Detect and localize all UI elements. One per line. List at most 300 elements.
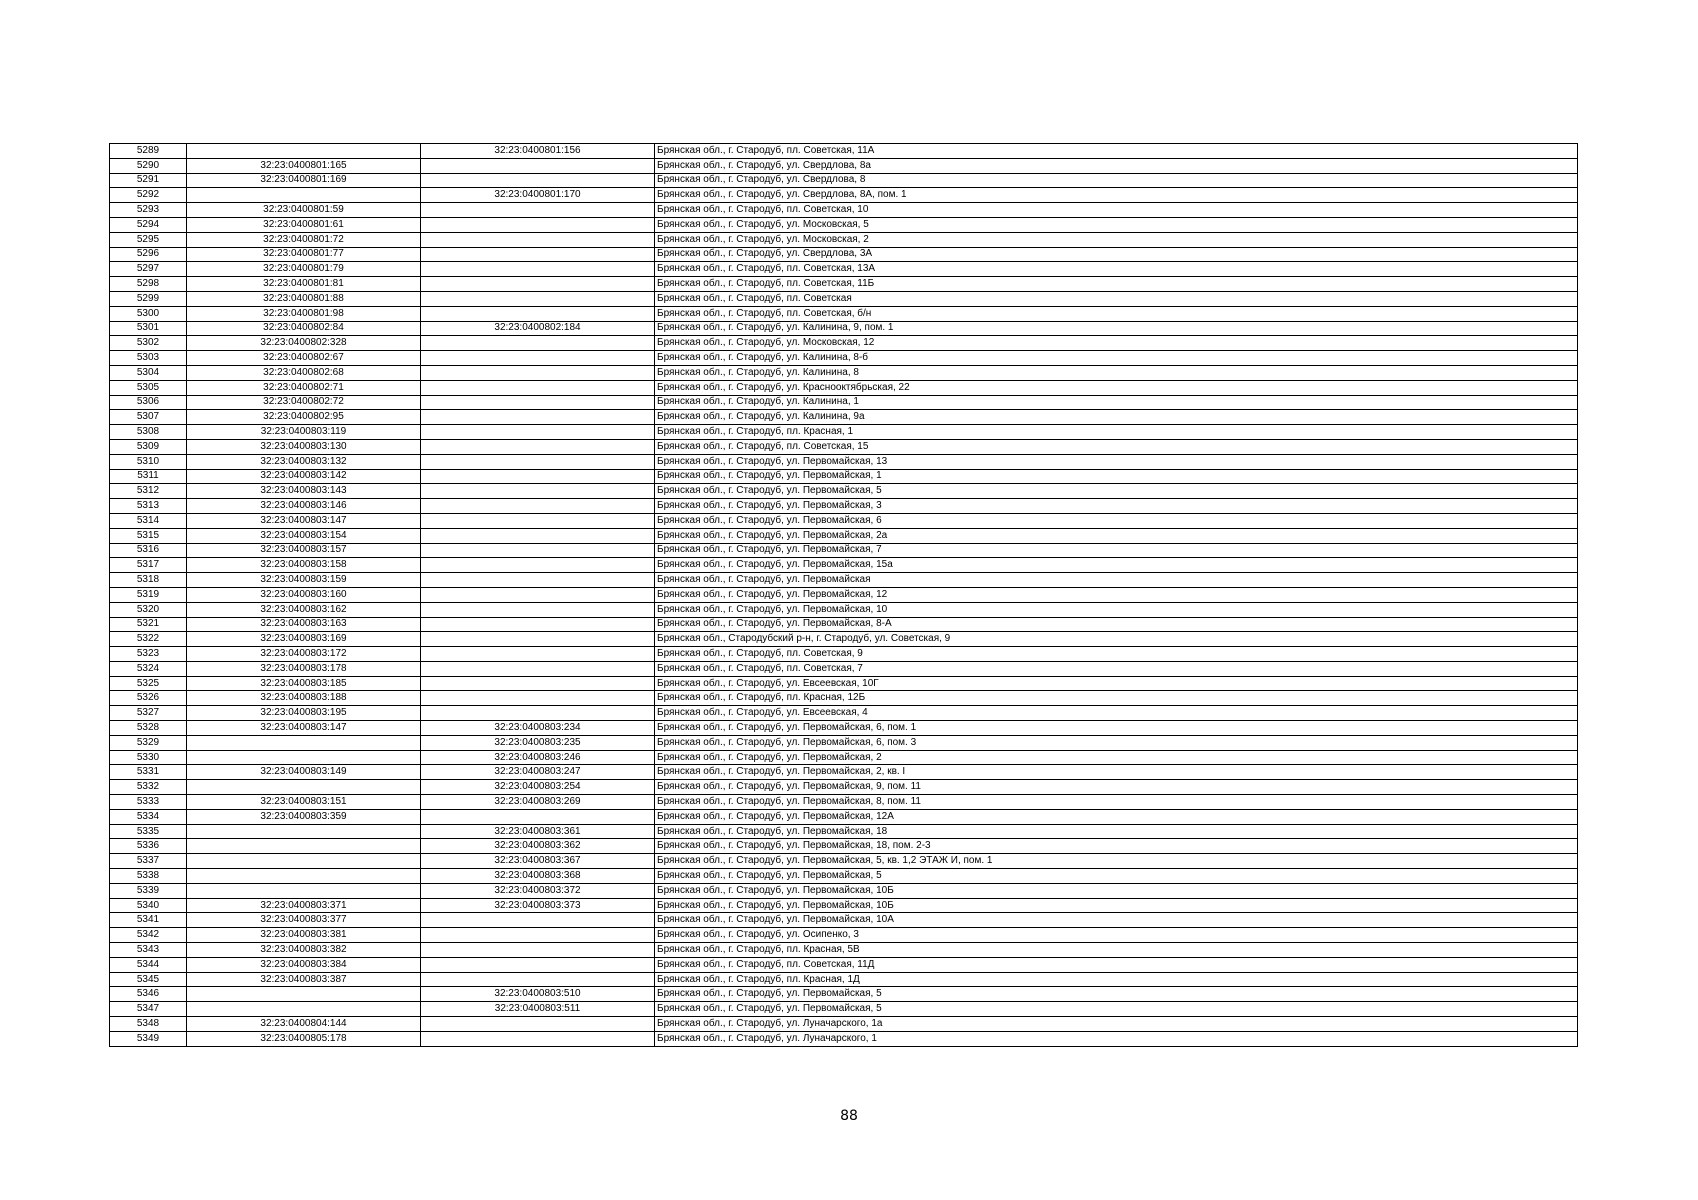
cadastral-number-cell: 32:23:0400803:359 xyxy=(187,809,421,824)
address-cell: Брянская обл., г. Стародуб, ул. Первомайская, 5 xyxy=(655,1002,1578,1017)
cadastral-number-cell: 32:23:0400803:387 xyxy=(187,972,421,987)
cadastral-number-cell: 32:23:0400803:132 xyxy=(187,454,421,469)
row-number-cell: 5316 xyxy=(110,543,187,558)
row-number-cell: 5331 xyxy=(110,765,187,780)
table-row xyxy=(110,1002,1578,1017)
cadastral-number-cell xyxy=(187,824,421,839)
address-cell: Брянская обл., г. Стародуб, ул. Первомайская, 1 xyxy=(655,469,1578,484)
row-number-cell: 5340 xyxy=(110,898,187,913)
address-cell: Брянская обл., г. Стародуб, ул. Осипенко, 3 xyxy=(655,928,1578,943)
cadastral-number-cell: 32:23:0400804:144 xyxy=(187,1017,421,1032)
address-cell: Брянская обл., г. Стародуб, ул. Первомайская, 6, пом. 1 xyxy=(655,721,1578,736)
address-cell: Брянская обл., г. Стародуб, ул. Первомайская, 18, пом. 2-3 xyxy=(655,839,1578,854)
premises-cadastral-number-cell xyxy=(421,247,655,262)
row-number-cell: 5290 xyxy=(110,158,187,173)
premises-cadastral-number-cell xyxy=(421,543,655,558)
premises-cadastral-number-cell xyxy=(421,484,655,499)
cadastral-number-cell: 32:23:0400802:328 xyxy=(187,336,421,351)
address-cell: Брянская обл., г. Стародуб, пл. Советская, б/н xyxy=(655,306,1578,321)
address-cell: Брянская обл., г. Стародуб, ул. Первомайская, 15а xyxy=(655,558,1578,573)
table-row xyxy=(110,291,1578,306)
table-row xyxy=(110,632,1578,647)
table-row xyxy=(110,528,1578,543)
premises-cadastral-number-cell xyxy=(421,395,655,410)
row-number-cell: 5330 xyxy=(110,750,187,765)
premises-cadastral-number-cell: 32:23:0400803:511 xyxy=(421,1002,655,1017)
row-number-cell: 5337 xyxy=(110,854,187,869)
address-cell: Брянская обл., г. Стародуб, ул. Луначарского, 1 xyxy=(655,1031,1578,1046)
premises-cadastral-number-cell xyxy=(421,365,655,380)
table-row xyxy=(110,883,1578,898)
cadastral-number-cell: 32:23:0400803:178 xyxy=(187,661,421,676)
table-row xyxy=(110,809,1578,824)
cadastral-number-cell: 32:23:0400802:72 xyxy=(187,395,421,410)
premises-cadastral-number-cell xyxy=(421,158,655,173)
row-number-cell: 5347 xyxy=(110,1002,187,1017)
row-number-cell: 5297 xyxy=(110,262,187,277)
cadastral-number-cell: 32:23:0400803:172 xyxy=(187,647,421,662)
address-cell: Брянская обл., г. Стародуб, ул. Первомайская, 2а xyxy=(655,528,1578,543)
row-number-cell: 5292 xyxy=(110,188,187,203)
table-row xyxy=(110,617,1578,632)
row-number-cell: 5294 xyxy=(110,217,187,232)
table-row xyxy=(110,158,1578,173)
row-number-cell: 5305 xyxy=(110,380,187,395)
table-row xyxy=(110,824,1578,839)
table-row xyxy=(110,380,1578,395)
table-row xyxy=(110,1031,1578,1046)
cadastral-number-cell: 32:23:0400801:169 xyxy=(187,173,421,188)
cadastral-number-cell: 32:23:0400803:151 xyxy=(187,795,421,810)
table-row xyxy=(110,869,1578,884)
table-row xyxy=(110,144,1578,159)
premises-cadastral-number-cell xyxy=(421,380,655,395)
cadastral-number-cell: 32:23:0400803:381 xyxy=(187,928,421,943)
row-number-cell: 5343 xyxy=(110,943,187,958)
row-number-cell: 5346 xyxy=(110,987,187,1002)
address-cell: Брянская обл., г. Стародуб, ул. Калинина, 8-б xyxy=(655,351,1578,366)
premises-cadastral-number-cell xyxy=(421,558,655,573)
row-number-cell: 5333 xyxy=(110,795,187,810)
premises-cadastral-number-cell xyxy=(421,203,655,218)
address-cell: Брянская обл., г. Стародуб, ул. Первомайская, 7 xyxy=(655,543,1578,558)
address-cell: Брянская обл., г. Стародуб, пл. Советская, 11А xyxy=(655,144,1578,159)
address-cell: Брянская обл., г. Стародуб, ул. Первомайская, 5 xyxy=(655,484,1578,499)
premises-cadastral-number-cell xyxy=(421,706,655,721)
row-number-cell: 5306 xyxy=(110,395,187,410)
premises-cadastral-number-cell xyxy=(421,425,655,440)
table-row xyxy=(110,410,1578,425)
cadastral-number-cell: 32:23:0400803:146 xyxy=(187,499,421,514)
address-cell: Брянская обл., г. Стародуб, пл. Советская xyxy=(655,291,1578,306)
table-row xyxy=(110,336,1578,351)
row-number-cell: 5320 xyxy=(110,602,187,617)
table-row xyxy=(110,513,1578,528)
premises-cadastral-number-cell xyxy=(421,676,655,691)
premises-cadastral-number-cell: 32:23:0400801:170 xyxy=(421,188,655,203)
table-row xyxy=(110,928,1578,943)
cadastral-number-cell: 32:23:0400802:71 xyxy=(187,380,421,395)
row-number-cell: 5308 xyxy=(110,425,187,440)
table-row xyxy=(110,188,1578,203)
cadastral-number-cell xyxy=(187,780,421,795)
premises-cadastral-number-cell xyxy=(421,661,655,676)
premises-cadastral-number-cell xyxy=(421,587,655,602)
premises-cadastral-number-cell xyxy=(421,528,655,543)
cadastral-number-cell: 32:23:0400803:195 xyxy=(187,706,421,721)
premises-cadastral-number-cell xyxy=(421,217,655,232)
table-row xyxy=(110,691,1578,706)
table-row xyxy=(110,647,1578,662)
table-row xyxy=(110,839,1578,854)
address-cell: Брянская обл., г. Стародуб, ул. Краснооктябрьская, 22 xyxy=(655,380,1578,395)
row-number-cell: 5335 xyxy=(110,824,187,839)
address-cell: Брянская обл., Стародубский р-н, г. Стародуб, ул. Советская, 9 xyxy=(655,632,1578,647)
page-number: 88 xyxy=(840,1108,858,1124)
row-number-cell: 5304 xyxy=(110,365,187,380)
cadastral-number-cell: 32:23:0400802:95 xyxy=(187,410,421,425)
cadastral-number-cell: 32:23:0400803:158 xyxy=(187,558,421,573)
address-cell: Брянская обл., г. Стародуб, ул. Первомайская, 5, кв. 1,2 ЭТАЖ И, пом. 1 xyxy=(655,854,1578,869)
address-cell: Брянская обл., г. Стародуб, ул. Первомайская, 10А xyxy=(655,913,1578,928)
row-number-cell: 5307 xyxy=(110,410,187,425)
table-row xyxy=(110,972,1578,987)
table-row xyxy=(110,484,1578,499)
row-number-cell: 5295 xyxy=(110,232,187,247)
premises-cadastral-number-cell xyxy=(421,972,655,987)
premises-cadastral-number-cell: 32:23:0400803:510 xyxy=(421,987,655,1002)
premises-cadastral-number-cell: 32:23:0400803:246 xyxy=(421,750,655,765)
address-cell: Брянская обл., г. Стародуб, ул. Московская, 12 xyxy=(655,336,1578,351)
row-number-cell: 5298 xyxy=(110,277,187,292)
row-number-cell: 5296 xyxy=(110,247,187,262)
row-number-cell: 5338 xyxy=(110,869,187,884)
row-number-cell: 5326 xyxy=(110,691,187,706)
premises-cadastral-number-cell xyxy=(421,351,655,366)
table-row xyxy=(110,321,1578,336)
premises-cadastral-number-cell: 32:23:0400803:373 xyxy=(421,898,655,913)
address-cell: Брянская обл., г. Стародуб, пл. Советская, 11Б xyxy=(655,277,1578,292)
table-row xyxy=(110,454,1578,469)
table-row xyxy=(110,573,1578,588)
cadastral-number-cell xyxy=(187,735,421,750)
row-number-cell: 5348 xyxy=(110,1017,187,1032)
address-cell: Брянская обл., г. Стародуб, ул. Первомайская, 6, пом. 3 xyxy=(655,735,1578,750)
premises-cadastral-number-cell xyxy=(421,513,655,528)
row-number-cell: 5336 xyxy=(110,839,187,854)
address-cell: Брянская обл., г. Стародуб, ул. Московская, 2 xyxy=(655,232,1578,247)
address-cell: Брянская обл., г. Стародуб, ул. Калинина, 8 xyxy=(655,365,1578,380)
row-number-cell: 5315 xyxy=(110,528,187,543)
cadastral-number-cell: 32:23:0400801:59 xyxy=(187,203,421,218)
cadastral-number-cell: 32:23:0400803:147 xyxy=(187,721,421,736)
cadastral-number-cell xyxy=(187,987,421,1002)
address-cell: Брянская обл., г. Стародуб, ул. Свердлова, 8 xyxy=(655,173,1578,188)
premises-cadastral-number-cell xyxy=(421,410,655,425)
table-row xyxy=(110,247,1578,262)
address-cell: Брянская обл., г. Стародуб, ул. Евсеевская, 10Г xyxy=(655,676,1578,691)
table-row xyxy=(110,365,1578,380)
row-number-cell: 5327 xyxy=(110,706,187,721)
address-cell: Брянская обл., г. Стародуб, ул. Евсеевская, 4 xyxy=(655,706,1578,721)
address-cell: Брянская обл., г. Стародуб, ул. Первомайская, 8, пом. 11 xyxy=(655,795,1578,810)
table-row xyxy=(110,957,1578,972)
cadastral-number-cell: 32:23:0400803:149 xyxy=(187,765,421,780)
premises-cadastral-number-cell: 32:23:0400803:361 xyxy=(421,824,655,839)
table-row xyxy=(110,232,1578,247)
premises-cadastral-number-cell: 32:23:0400803:235 xyxy=(421,735,655,750)
premises-cadastral-number-cell xyxy=(421,1031,655,1046)
premises-cadastral-number-cell: 32:23:0400803:367 xyxy=(421,854,655,869)
premises-cadastral-number-cell xyxy=(421,291,655,306)
address-cell: Брянская обл., г. Стародуб, пл. Советская, 10 xyxy=(655,203,1578,218)
cadastral-number-cell: 32:23:0400803:377 xyxy=(187,913,421,928)
address-cell: Брянская обл., г. Стародуб, ул. Калинина, 9а xyxy=(655,410,1578,425)
table-row xyxy=(110,676,1578,691)
cadastral-number-cell: 32:23:0400801:81 xyxy=(187,277,421,292)
table-row xyxy=(110,217,1578,232)
premises-cadastral-number-cell xyxy=(421,262,655,277)
row-number-cell: 5302 xyxy=(110,336,187,351)
premises-cadastral-number-cell xyxy=(421,943,655,958)
registry-table xyxy=(109,143,1578,1047)
address-cell: Брянская обл., г. Стародуб, ул. Луначарского, 1а xyxy=(655,1017,1578,1032)
premises-cadastral-number-cell: 32:23:0400803:254 xyxy=(421,780,655,795)
table-row xyxy=(110,203,1578,218)
cadastral-number-cell: 32:23:0400801:72 xyxy=(187,232,421,247)
address-cell: Брянская обл., г. Стародуб, ул. Свердлова, 8А, пом. 1 xyxy=(655,188,1578,203)
premises-cadastral-number-cell xyxy=(421,173,655,188)
registry-table-body xyxy=(110,144,1578,1047)
row-number-cell: 5323 xyxy=(110,647,187,662)
cadastral-number-cell: 32:23:0400803:157 xyxy=(187,543,421,558)
cadastral-number-cell: 32:23:0400801:79 xyxy=(187,262,421,277)
address-cell: Брянская обл., г. Стародуб, ул. Калинина, 1 xyxy=(655,395,1578,410)
table-row xyxy=(110,765,1578,780)
address-cell: Брянская обл., г. Стародуб, ул. Первомайская xyxy=(655,573,1578,588)
table-row xyxy=(110,469,1578,484)
premises-cadastral-number-cell xyxy=(421,469,655,484)
row-number-cell: 5314 xyxy=(110,513,187,528)
cadastral-number-cell: 32:23:0400803:160 xyxy=(187,587,421,602)
row-number-cell: 5325 xyxy=(110,676,187,691)
premises-cadastral-number-cell xyxy=(421,957,655,972)
cadastral-number-cell: 32:23:0400801:98 xyxy=(187,306,421,321)
premises-cadastral-number-cell xyxy=(421,499,655,514)
cadastral-number-cell: 32:23:0400803:154 xyxy=(187,528,421,543)
table-row xyxy=(110,706,1578,721)
address-cell: Брянская обл., г. Стародуб, ул. Первомайская, 10 xyxy=(655,602,1578,617)
table-row xyxy=(110,395,1578,410)
cadastral-number-cell: 32:23:0400802:68 xyxy=(187,365,421,380)
premises-cadastral-number-cell xyxy=(421,439,655,454)
address-cell: Брянская обл., г. Стародуб, ул. Первомайская, 2 xyxy=(655,750,1578,765)
row-number-cell: 5317 xyxy=(110,558,187,573)
premises-cadastral-number-cell xyxy=(421,632,655,647)
row-number-cell: 5301 xyxy=(110,321,187,336)
premises-cadastral-number-cell xyxy=(421,1017,655,1032)
table-row xyxy=(110,351,1578,366)
cadastral-number-cell xyxy=(187,750,421,765)
row-number-cell: 5309 xyxy=(110,439,187,454)
table-row xyxy=(110,425,1578,440)
cadastral-number-cell: 32:23:0400803:163 xyxy=(187,617,421,632)
cadastral-number-cell xyxy=(187,144,421,159)
cadastral-number-cell: 32:23:0400803:185 xyxy=(187,676,421,691)
premises-cadastral-number-cell xyxy=(421,691,655,706)
address-cell: Брянская обл., г. Стародуб, ул. Свердлова, 3А xyxy=(655,247,1578,262)
row-number-cell: 5342 xyxy=(110,928,187,943)
premises-cadastral-number-cell xyxy=(421,277,655,292)
row-number-cell: 5319 xyxy=(110,587,187,602)
row-number-cell: 5332 xyxy=(110,780,187,795)
cadastral-number-cell: 32:23:0400803:382 xyxy=(187,943,421,958)
row-number-cell: 5299 xyxy=(110,291,187,306)
cadastral-number-cell: 32:23:0400803:147 xyxy=(187,513,421,528)
cadastral-number-cell: 32:23:0400803:142 xyxy=(187,469,421,484)
table-row xyxy=(110,1017,1578,1032)
table-row xyxy=(110,602,1578,617)
cadastral-number-cell: 32:23:0400803:143 xyxy=(187,484,421,499)
address-cell: Брянская обл., г. Стародуб, ул. Первомайская, 10Б xyxy=(655,898,1578,913)
row-number-cell: 5293 xyxy=(110,203,187,218)
address-cell: Брянская обл., г. Стародуб, ул. Первомайская, 18 xyxy=(655,824,1578,839)
address-cell: Брянская обл., г. Стародуб, ул. Первомайская, 8-А xyxy=(655,617,1578,632)
row-number-cell: 5311 xyxy=(110,469,187,484)
address-cell: Брянская обл., г. Стародуб, пл. Советская, 15 xyxy=(655,439,1578,454)
table-row xyxy=(110,587,1578,602)
row-number-cell: 5328 xyxy=(110,721,187,736)
address-cell: Брянская обл., г. Стародуб, ул. Калинина, 9, пом. 1 xyxy=(655,321,1578,336)
table-row xyxy=(110,306,1578,321)
address-cell: Брянская обл., г. Стародуб, пл. Советская, 9 xyxy=(655,647,1578,662)
cadastral-number-cell: 32:23:0400803:159 xyxy=(187,573,421,588)
address-cell: Брянская обл., г. Стародуб, пл. Советская, 11Д xyxy=(655,957,1578,972)
address-cell: Брянская обл., г. Стародуб, ул. Свердлова, 8а xyxy=(655,158,1578,173)
premises-cadastral-number-cell xyxy=(421,232,655,247)
row-number-cell: 5329 xyxy=(110,735,187,750)
table-row xyxy=(110,795,1578,810)
cadastral-number-cell: 32:23:0400802:84 xyxy=(187,321,421,336)
table-row xyxy=(110,543,1578,558)
table-row xyxy=(110,750,1578,765)
premises-cadastral-number-cell: 32:23:0400803:368 xyxy=(421,869,655,884)
premises-cadastral-number-cell: 32:23:0400803:372 xyxy=(421,883,655,898)
cadastral-number-cell: 32:23:0400801:88 xyxy=(187,291,421,306)
address-cell: Брянская обл., г. Стародуб, ул. Первомайская, 12 xyxy=(655,587,1578,602)
premises-cadastral-number-cell xyxy=(421,809,655,824)
row-number-cell: 5339 xyxy=(110,883,187,898)
table-row xyxy=(110,173,1578,188)
cadastral-number-cell xyxy=(187,188,421,203)
address-cell: Брянская обл., г. Стародуб, ул. Первомайская, 13 xyxy=(655,454,1578,469)
row-number-cell: 5291 xyxy=(110,173,187,188)
cadastral-number-cell: 32:23:0400801:61 xyxy=(187,217,421,232)
row-number-cell: 5344 xyxy=(110,957,187,972)
address-cell: Брянская обл., г. Стародуб, пл. Красная, 12Б xyxy=(655,691,1578,706)
premises-cadastral-number-cell xyxy=(421,454,655,469)
address-cell: Брянская обл., г. Стародуб, ул. Первомайская, 6 xyxy=(655,513,1578,528)
table-row xyxy=(110,661,1578,676)
table-row xyxy=(110,558,1578,573)
address-cell: Брянская обл., г. Стародуб, ул. Московская, 5 xyxy=(655,217,1578,232)
row-number-cell: 5324 xyxy=(110,661,187,676)
cadastral-number-cell: 32:23:0400803:169 xyxy=(187,632,421,647)
table-row xyxy=(110,439,1578,454)
row-number-cell: 5322 xyxy=(110,632,187,647)
premises-cadastral-number-cell xyxy=(421,647,655,662)
address-cell: Брянская обл., г. Стародуб, ул. Первомайская, 10Б xyxy=(655,883,1578,898)
address-cell: Брянская обл., г. Стародуб, пл. Советская, 13А xyxy=(655,262,1578,277)
premises-cadastral-number-cell xyxy=(421,602,655,617)
premises-cadastral-number-cell xyxy=(421,617,655,632)
table-row xyxy=(110,721,1578,736)
cadastral-number-cell xyxy=(187,1002,421,1017)
table-row xyxy=(110,499,1578,514)
address-cell: Брянская обл., г. Стародуб, ул. Первомайская, 5 xyxy=(655,869,1578,884)
premises-cadastral-number-cell: 32:23:0400801:156 xyxy=(421,144,655,159)
address-cell: Брянская обл., г. Стародуб, пл. Красная, 5В xyxy=(655,943,1578,958)
premises-cadastral-number-cell xyxy=(421,336,655,351)
premises-cadastral-number-cell xyxy=(421,306,655,321)
cadastral-number-cell: 32:23:0400803:188 xyxy=(187,691,421,706)
row-number-cell: 5303 xyxy=(110,351,187,366)
address-cell: Брянская обл., г. Стародуб, пл. Красная, 1 xyxy=(655,425,1578,440)
address-cell: Брянская обл., г. Стародуб, ул. Первомайская, 5 xyxy=(655,987,1578,1002)
cadastral-number-cell: 32:23:0400803:384 xyxy=(187,957,421,972)
row-number-cell: 5318 xyxy=(110,573,187,588)
address-cell: Брянская обл., г. Стародуб, ул. Первомайская, 2, кв. I xyxy=(655,765,1578,780)
cadastral-number-cell: 32:23:0400801:77 xyxy=(187,247,421,262)
address-cell: Брянская обл., г. Стародуб, ул. Первомайская, 9, пом. 11 xyxy=(655,780,1578,795)
address-cell: Брянская обл., г. Стародуб, ул. Первомайская, 12А xyxy=(655,809,1578,824)
row-number-cell: 5334 xyxy=(110,809,187,824)
row-number-cell: 5312 xyxy=(110,484,187,499)
row-number-cell: 5289 xyxy=(110,144,187,159)
premises-cadastral-number-cell: 32:23:0400803:234 xyxy=(421,721,655,736)
table-row xyxy=(110,854,1578,869)
row-number-cell: 5349 xyxy=(110,1031,187,1046)
table-row xyxy=(110,943,1578,958)
address-cell: Брянская обл., г. Стародуб, ул. Первомайская, 3 xyxy=(655,499,1578,514)
table-row xyxy=(110,987,1578,1002)
table-row xyxy=(110,277,1578,292)
cadastral-number-cell xyxy=(187,869,421,884)
cadastral-number-cell: 32:23:0400803:371 xyxy=(187,898,421,913)
premises-cadastral-number-cell xyxy=(421,928,655,943)
address-cell: Брянская обл., г. Стародуб, пл. Красная, 1Д xyxy=(655,972,1578,987)
premises-cadastral-number-cell: 32:23:0400803:362 xyxy=(421,839,655,854)
cadastral-number-cell xyxy=(187,883,421,898)
table-row xyxy=(110,262,1578,277)
row-number-cell: 5300 xyxy=(110,306,187,321)
table-row xyxy=(110,735,1578,750)
premises-cadastral-number-cell xyxy=(421,913,655,928)
premises-cadastral-number-cell: 32:23:0400803:247 xyxy=(421,765,655,780)
cadastral-number-cell: 32:23:0400803:119 xyxy=(187,425,421,440)
cadastral-number-cell: 32:23:0400801:165 xyxy=(187,158,421,173)
row-number-cell: 5310 xyxy=(110,454,187,469)
cadastral-number-cell: 32:23:0400803:130 xyxy=(187,439,421,454)
premises-cadastral-number-cell xyxy=(421,573,655,588)
table-row xyxy=(110,913,1578,928)
row-number-cell: 5341 xyxy=(110,913,187,928)
cadastral-number-cell xyxy=(187,839,421,854)
table-row xyxy=(110,780,1578,795)
premises-cadastral-number-cell: 32:23:0400803:269 xyxy=(421,795,655,810)
cadastral-number-cell: 32:23:0400802:67 xyxy=(187,351,421,366)
cadastral-number-cell: 32:23:0400803:162 xyxy=(187,602,421,617)
